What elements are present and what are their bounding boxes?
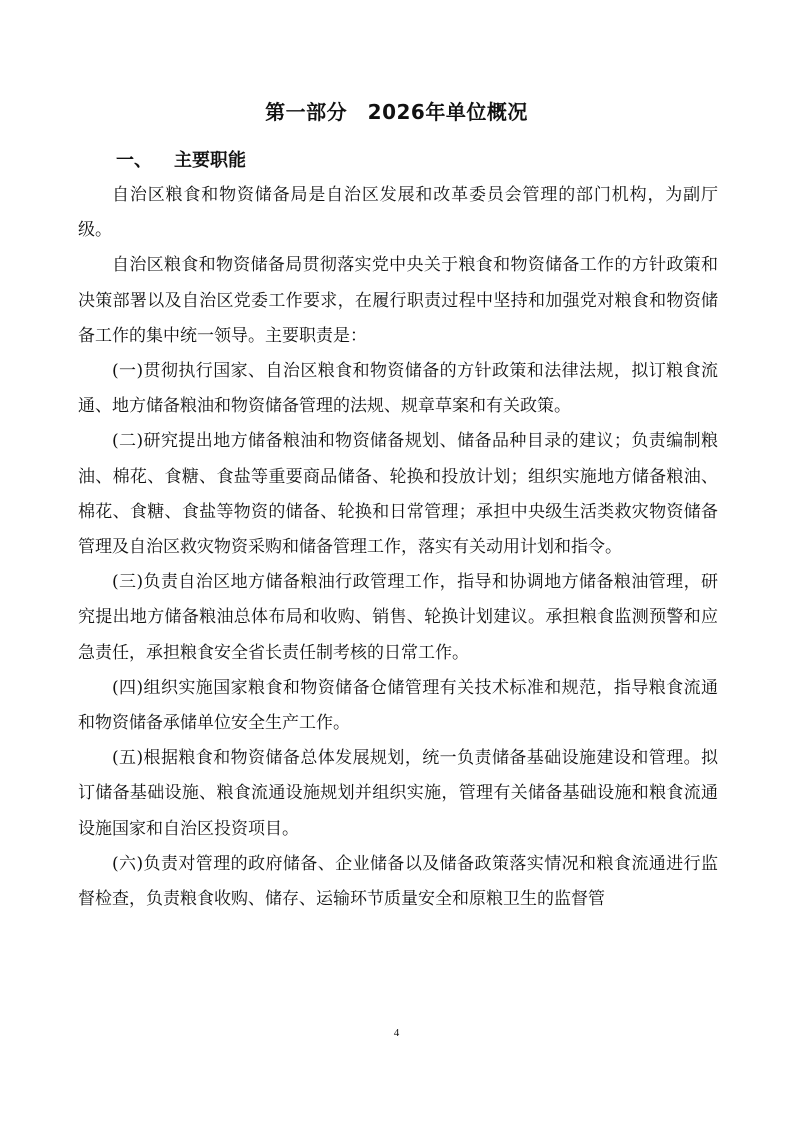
page-title: 第一部分 2026年单位概况 xyxy=(265,100,528,124)
section-heading xyxy=(116,146,246,172)
section-heading-text: 主要职能 xyxy=(174,150,246,171)
paragraph-intro: 自治区粮食和物资储备局是自治区发展和改革委员会管理的部门机构，为副厅级。 xyxy=(78,185,718,241)
paragraph-item-6: (六)负责对管理的政府储备、企业储备以及储备政策落实情况和粮食流通进行监督检查，负责粮食收购、储存、运输环节质量安全和原粮卫生的监督管 xyxy=(78,853,718,910)
section-number: 一、 xyxy=(116,150,152,171)
paragraph-responsibilities: 自治区粮食和物资储备局贯彻落实党中央关于粮食和物资储备工作的方针政策和决策部署以及自治区党委工作要求，在履行职责过程中坚持和加强党对粮食和物资储备工作的集中统一领导。主要职责是： xyxy=(78,255,718,346)
page-number: 4 xyxy=(393,1027,400,1039)
paragraph-item-1: (一)贯彻执行国家、自治区粮食和物资储备的方针政策和法律法规，拟订粮食流通、地方储备粮油和物资储备管理的法规、规章草案和有关政策。 xyxy=(78,361,718,417)
body-text xyxy=(78,178,718,917)
paragraph-item-5: (五)根据粮食和物资储备总体发展规划，统一负责储备基础设施建设和管理。拟订储备基础设施、粮食流通设施规划并组织实施，管理有关储备基础设施和粮食流通设施国家和自治区投资项目。 xyxy=(78,748,718,839)
paragraph-item-3: (三)负责自治区地方储备粮油行政管理工作，指导和协调地方储备粮油管理，研究提出地方储备粮油总体布局和收购、销售、轮换计划建议。承担粮食监测预警和应急责任，承担粮食安全省长责任制考核的日常工作。 xyxy=(78,572,718,663)
paragraph-item-4: (四)组织实施国家粮食和物资储备仓储管理有关技术标准和规范，指导粮食流通和物资储备承储单位安全生产工作。 xyxy=(78,677,718,734)
paragraph-item-2: (二)研究提出地方储备粮油和物资储备规划、储备品种目录的建议；负责编制粮油、棉花、食糖、食盐等重要商品储备、轮换和投放计划；组织实施地方储备粮油、棉花、食糖、食盐等物资的储备、轮换和日常管理；承担中央级生活类救灾物资储备管理及自治区救灾物资采购和储备管理工作，落实有关动用计划和指令。 xyxy=(78,431,718,558)
